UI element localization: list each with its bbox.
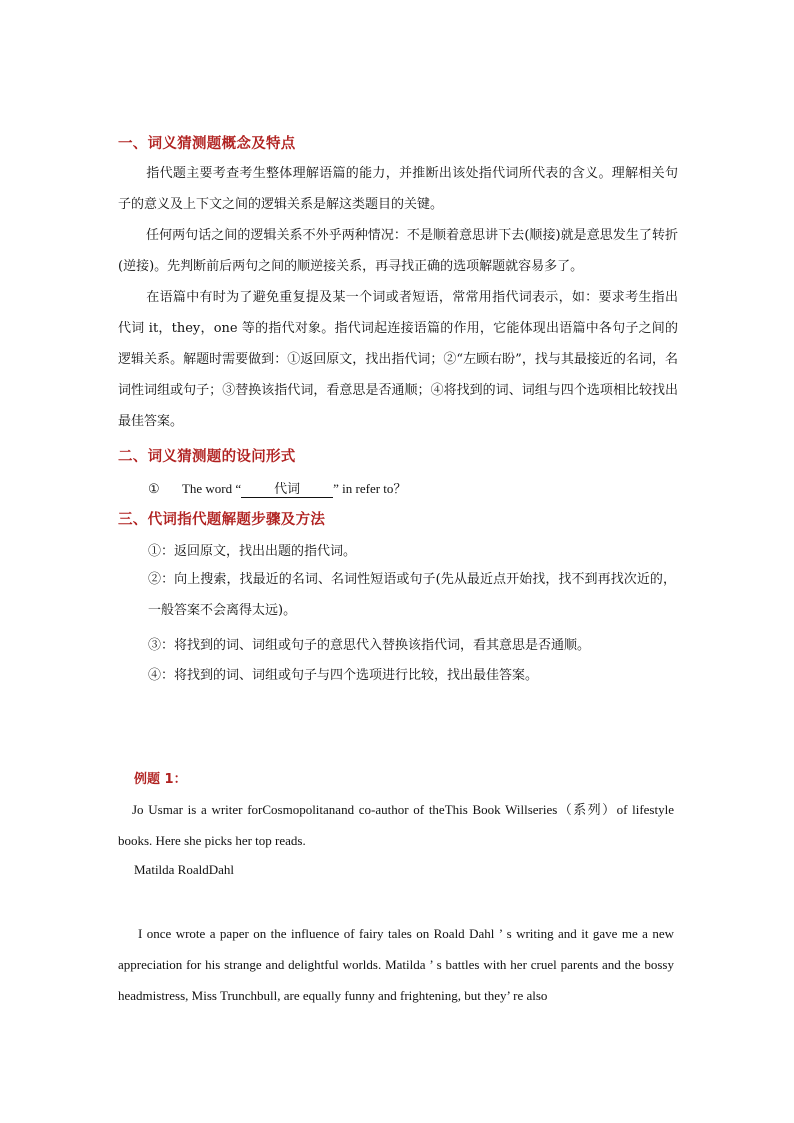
question-form-number: ① (148, 482, 160, 497)
question-form-prefix: The word “ (181, 481, 242, 496)
example-intro (118, 794, 674, 856)
section1-paragraph-1-text: 指代题主要考查考生整体理解语篇的能力，并推断出该处指代词所代表的含义。理解相关句子的意义及上下文之间的逻辑关系是解这类题目的关键。 (118, 166, 678, 212)
section1-paragraph-2-text: 任何两句话之间的逻辑关系不外乎两种情况：不是顺着意思讲下去(顺接)就是意思发生了转折(逆接)。先判断前后两句之间的顺逆接关系，再寻找正确的选项解题就容易多了。 (118, 228, 678, 274)
step-2: ②：向上搜索，找最近的名词、名词性短语或句子(先从最近点开始找，找不到再找次近的，一般答案不会离得太远)。 (148, 572, 676, 618)
section3-heading: 三、代词指代题解题步骤及方法 (118, 512, 326, 528)
example-intro-text: Jo Usmar is a writer forCosmopolitanand co-author of theThis Book Willseries（系列）of lifestyle books. Here she picks her top reads. (118, 802, 674, 848)
section1-paragraph-3-text: 在语篇中有时为了避免重复提及某一个词或者短语，常常用指代词表示，如：要求考生指出代词 it，they，one 等的指代对象。指代词起连接语篇的作用，它能体现出语篇中各句子之间的逻辑关系。解题时需要做到：①返回原文，找出指代词；②“左顾右盼”，找与其最接近的名词，名词性词组或句子；③替换该指代词，看意思是否通顺；④将找到的词、词组与四个选项相比较找出最佳答案。 (118, 290, 678, 429)
section1-paragraph-3 (118, 282, 678, 437)
section2-heading: 二、词义猜测题的设问形式 (118, 449, 296, 465)
example-body-text: I once wrote a paper on the influence of fairy tales on Roald Dahl ’ s writing and it gave me a new appreciation for his strange and delightful worlds. Matilda ’ s battles with her cruel parents and the bossy headmistress, Miss Trunchbull, are equally funny and frightening, but they’ re also (118, 926, 674, 1003)
step-4: ④：将找到的词、词组或句子与四个选项进行比较，找出最佳答案。 (148, 668, 539, 683)
step-1: ①：返回原文，找出出题的指代词。 (148, 544, 357, 559)
example-book-line: Matilda RoaldDahl (134, 862, 235, 877)
example-body (118, 918, 674, 1011)
question-form-suffix: ” in refer to？ (333, 481, 407, 496)
question-form-blank: 代词 (241, 482, 333, 498)
step-3: ③：将找到的词、词组或句子的意思代入替换该指代词，看其意思是否通顺。 (148, 638, 591, 653)
example-label: 例题 1： (134, 772, 187, 787)
section1-paragraph-1 (118, 158, 678, 220)
question-form-item (148, 478, 406, 498)
section1-heading: 一、词义猜测题概念及特点 (118, 136, 296, 152)
section1-paragraph-2 (118, 220, 678, 282)
